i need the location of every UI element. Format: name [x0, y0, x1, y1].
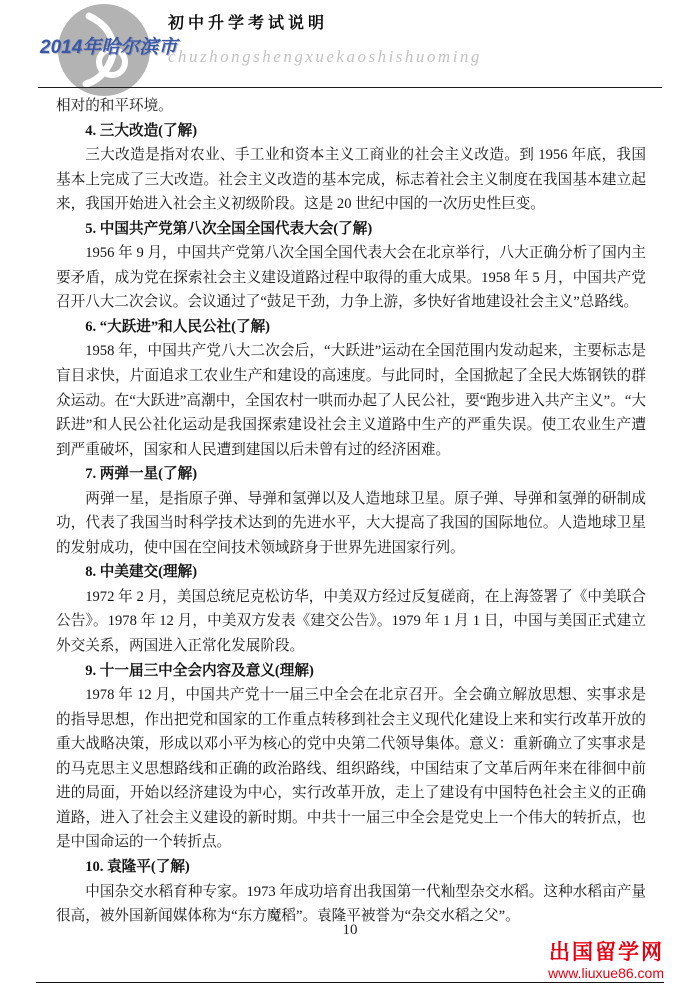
document-body	[56, 94, 646, 929]
section-heading: 8. 中美建交(理解)	[85, 564, 198, 581]
paragraph: 1972 年 2 月，美国总统尼克松访华，中美双方经过反复磋商，在上海签署了《中美联合公告》。1978 年 12 月，中美双方发表《建交公告》。1979 年 1 月 1 日，中国与美国正式建立外交关系，两国进入正常化发展阶段。	[56, 588, 646, 655]
header-divider	[38, 87, 662, 88]
section-heading: 4. 三大改造(了解)	[85, 122, 198, 139]
section-heading: 6. “大跃进”和人民公社(了解)	[85, 318, 271, 335]
paragraph: 中国杂交水稻育种专家。1973 年成功培育出我国第一代籼型杂交水稻。这种水稻亩产量很高，被外国新闻媒体称为“东方魔稻”。袁隆平被誉为“杂交水稻之父”。	[56, 883, 646, 925]
site-name: 出国留学网	[549, 941, 664, 964]
paragraph: 相对的和平环境。	[56, 98, 173, 114]
section-heading: 7. 两弹一星(了解)	[85, 466, 198, 483]
document-title: 初中升学考试说明	[168, 15, 329, 32]
bottom-divider	[36, 982, 664, 983]
paragraph: 1956 年 9 月，中国共产党第八次全国全国代表大会在北京举行，八大正确分析了国内主要矛盾，成为党在探索社会主义建设道路过程中取得的重大成果。1958 年 5 月，中国共产党召开八大二次会议。会议通过了“鼓足干劲，力争上游，多快好省地建设社会主义”总路线。	[56, 245, 646, 311]
page-number: 10	[342, 922, 358, 938]
paragraph: 1978 年 12 月，中国共产党十一届三中全会在北京召开。全会确立解放思想、实事求是的指导思想，作出把党和国家的工作重点转移到社会主义现代化建设上来和实行改革开放的重大战略决策，形成以邓小平为核心的党中央第二代领导集体。意义：重新确立了实事求是的马克思主义思想路线和正确的政治路线、组织路线，中国结束了文革后两年来在徘徊中前进的局面，开始以经济建设为中心，实行改革开放，走上了建设有中国特色社会主义的正确道路，进入了社会主义建设的新时期。中共十一届三中全会是党史上一个伟大的转折点，也是中国命运的一个转折点。	[56, 687, 646, 851]
section-heading: 10. 袁隆平(了解)	[85, 858, 190, 875]
section-heading: 9. 十一届三中全会内容及意义(理解)	[85, 662, 314, 679]
section-heading: 5. 中国共产党第八次全国全国代表大会(了解)	[85, 220, 373, 237]
site-url-link[interactable]: www.liuxue86.com	[548, 965, 664, 982]
year-city-label: 2014年哈尔滨市	[40, 37, 178, 58]
paragraph: 1958 年，中国共产党八大二次会后，“大跃进”运动在全国范围内发动起来，主要标志是盲目求快，片面追求工农业生产和建设的高速度。与此同时，全国掀起了全民大炼钢铁的群众运动。在“大跃进”高潮中，全国农村一哄而办起了人民公社，要“跑步进入共产主义”。“大跃进”和人民公社化运动是我国探索建设社会主义道路中生产的严重失误。使工农业生产遭到严重破坏，国家和人民遭到建国以后未曾有过的经济困难。	[56, 343, 646, 458]
paragraph: 两弹一星，是指原子弹、导弹和氢弹以及人造地球卫星。原子弹、导弹和氢弹的研制成功，代表了我国当时科学技术达到的先进水平，大大提高了我国的国际地位。人造地球卫星的发射成功，使中国在空间技术领域跻身于世界先进国家行列。	[56, 490, 646, 556]
document-title-pinyin: chuzhongshengxuekaoshishuoming	[168, 47, 482, 66]
paragraph: 三大改造是指对农业、手工业和资本主义工商业的社会主义改造。到 1956 年底，我国基本上完成了三大改造。社会主义改造的基本完成，标志着社会主义制度在我国基本建立起来，我国开始进入社会主义初级阶段。这是 20 世纪中国的一次历史性巨变。	[56, 147, 646, 213]
site-watermark	[548, 941, 664, 981]
